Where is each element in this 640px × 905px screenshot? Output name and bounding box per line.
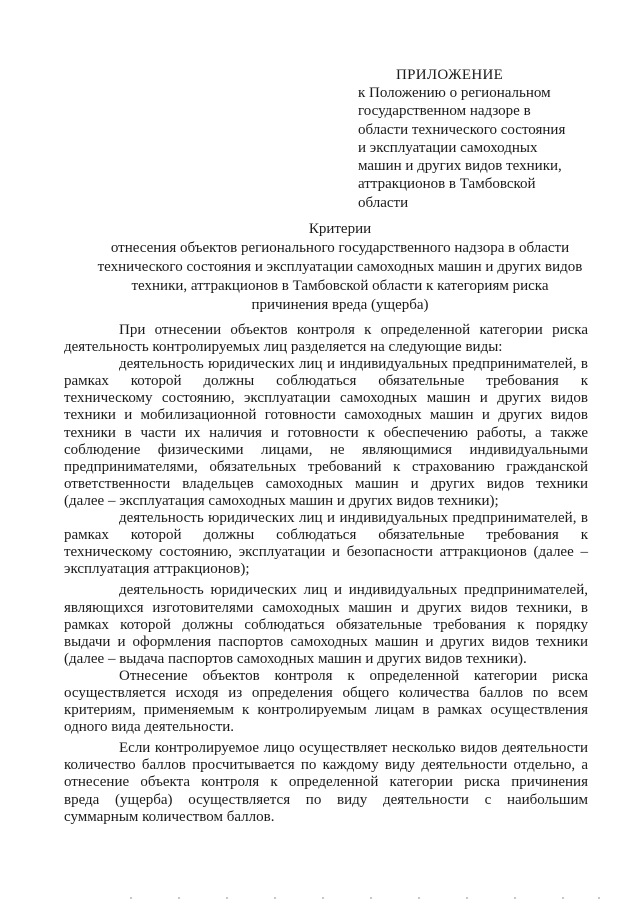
appendix-line: государственном надзоре в — [358, 103, 531, 120]
paragraph-line: рамках которой должны соблюдаться обязательные требования к — [64, 373, 588, 390]
appendix-line: и эксплуатации самоходных — [358, 139, 538, 156]
appendix-line: к Положению о региональном — [358, 85, 551, 101]
paragraph-line: соблюдение физическими лицами, не являющимися индивидуальными — [64, 441, 588, 458]
appendix-title: ПРИЛОЖЕНИЕ — [396, 67, 504, 83]
paragraph-line: одного вида деятельности. — [64, 719, 235, 736]
paragraph-line: техническому состоянию, эксплуатации самоходных машин и других видов — [64, 390, 588, 407]
paragraph-line: деятельность юридических лиц и индивидуальных предпринимателей, в — [119, 510, 588, 527]
paragraph-line: Если контролируемое лицо осуществляет несколько видов деятельности — [119, 740, 588, 757]
paragraph-line: являющихся изготовителями самоходных машин и других видов техники, в — [64, 599, 588, 616]
paragraph-line: вреда (ущерба) осуществляется по виду деятельности с наибольшим — [64, 791, 588, 808]
paragraph — [64, 322, 588, 356]
paragraph — [64, 582, 588, 667]
paragraph-line: техники в части их наличия и готовности к обеспечению работы, а также — [64, 424, 588, 441]
paragraph-line: (далее – выдача паспортов самоходных машин и других видов техники). — [64, 650, 527, 667]
paragraph-line: деятельность контролируемых лиц разделяется на следующие виды: — [64, 339, 503, 356]
paragraph — [64, 668, 588, 736]
paragraph-line: техническому состоянию, эксплуатации и безопасности аттракционов (далее – — [64, 544, 588, 561]
paragraph-line: деятельность юридических лиц и индивидуальных предпринимателей, в — [119, 356, 588, 373]
appendix-reference — [358, 84, 608, 212]
paragraph-line: (далее – эксплуатация самоходных машин и других видов техники); — [64, 492, 499, 509]
paragraph — [64, 356, 588, 510]
appendix-header — [358, 66, 608, 212]
paragraph-line: эксплуатация аттракционов); — [64, 561, 250, 578]
document-subtitle-line: отнесения объектов регионального государственного надзора в области — [110, 240, 570, 256]
paragraph-line: суммарным количеством баллов. — [64, 808, 275, 825]
paragraph-line: предпринимателями, обязательных требований к страхованию гражданской — [64, 458, 588, 475]
paragraph-line: деятельность юридических лиц и индивидуальных предпринимателей, — [119, 582, 588, 599]
paragraph-line: рамках которой должны соблюдаться обязательные требования к — [64, 527, 588, 544]
paragraph-line: При отнесении объектов контроля к определенной категории риска — [119, 322, 588, 338]
appendix-line: области технического состояния — [358, 121, 566, 138]
document-body — [64, 322, 588, 826]
paragraph-line: количество баллов просчитывается по каждому виду деятельности отдельно, а — [64, 757, 588, 774]
paragraph-line: ответственности владельцев самоходных машин и других видов техники — [64, 475, 588, 492]
document-subtitle-line: техники, аттракционов в Тамбовской области к категориям риска — [131, 278, 549, 294]
document-heading — [60, 220, 620, 315]
appendix-line: области — [358, 194, 409, 211]
document-title: Критерии — [308, 221, 372, 237]
paragraph — [64, 510, 588, 578]
document-subtitle-line: причинения вреда (ущерба) — [251, 297, 429, 313]
appendix-line: машин и других видов техники, — [358, 158, 562, 175]
paragraph-line: отнесение объекта контроля к определенной категории риска причинения — [64, 774, 588, 791]
document-subtitle-line: технического состояния и эксплуатации самоходных машин и других видов — [97, 259, 583, 275]
paragraph-line: рамках которой должны соблюдаться обязательные требования к порядку — [64, 616, 588, 633]
paragraph-line: выдачи и оформления паспортов самоходных машин и других видов техники — [64, 633, 588, 650]
paragraph-line: критериям, применяемым к контролируемым лицам в рамках осуществления — [64, 702, 588, 719]
paragraph-line: техники и мобилизационной готовности самоходных машин и других видов — [64, 407, 588, 424]
paragraph-line: Отнесение объектов контроля к определенной категории риска — [119, 667, 588, 684]
paragraph-line: осуществляется исходя из определения общего количества баллов по всем — [64, 684, 588, 701]
appendix-line: аттракционов в Тамбовской — [358, 176, 536, 193]
scan-artifact-dots — [0, 894, 640, 902]
paragraph — [64, 740, 588, 825]
